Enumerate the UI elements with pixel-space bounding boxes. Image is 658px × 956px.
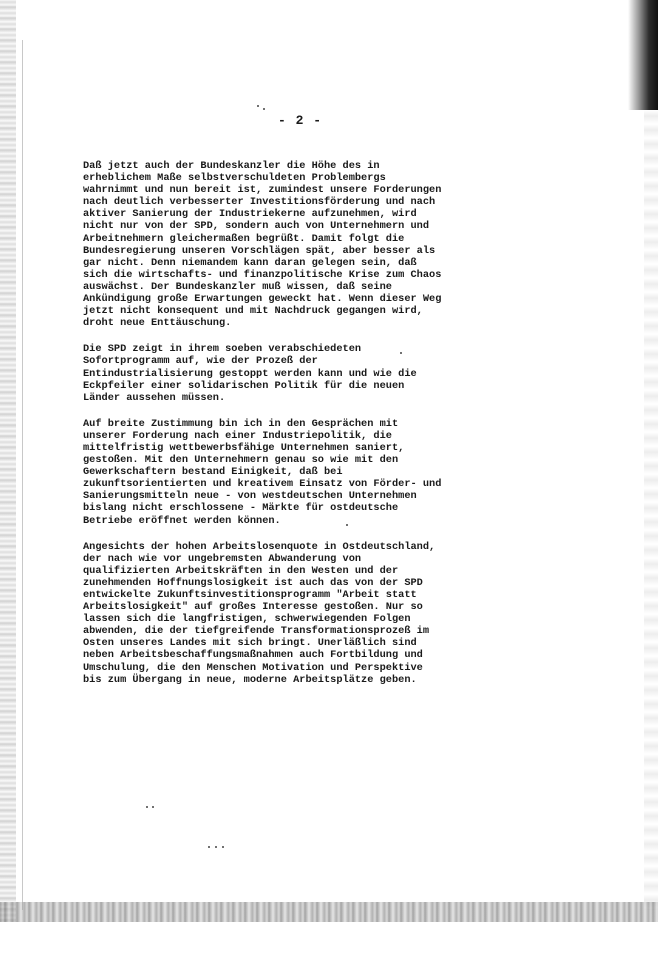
text-line: Osten unseres Landes mit sich bringt. Unerläßlich sind	[83, 637, 417, 650]
scan-edge-right	[644, 110, 658, 910]
text-line: gar nicht. Denn niemandem kann daran gelegen sein, daß	[83, 256, 417, 269]
text-line: gestoßen. Mit den Unternehmern genau so wie mit den	[83, 454, 399, 467]
scan-speck	[346, 524, 348, 526]
text-line: droht neue Enttäuschung.	[83, 317, 232, 330]
text-line: lassen sich die langfristigen, schwerwiegenden Folgen	[83, 613, 411, 626]
scan-corner-dark	[628, 0, 658, 110]
text-line: wahrnimmt und nun bereit ist, zumindest unsere Forderungen	[83, 184, 442, 197]
text-line: Gewerkschaftern bestand Einigkeit, daß bei	[83, 466, 343, 479]
text-line: Ankündigung große Erwartungen geweckt hat. Wenn dieser Weg	[83, 293, 442, 306]
scan-speck	[215, 846, 217, 848]
text-line: Angesichts der hohen Arbeitslosenquote in Ostdeutschland,	[83, 540, 436, 553]
text-line: Arbeitnehmern gleichermaßen begrüßt. Damit folgt die	[83, 232, 405, 245]
text-line: bislang nicht erschlossene - Märkte für ostdeutsche	[83, 502, 399, 515]
text-line: Betriebe eröffnet werden können.	[83, 514, 281, 527]
text-line: zunehmenden Hoffnungslosigkeit ist auch das von der SPD	[83, 576, 423, 589]
paragraph	[83, 343, 503, 403]
text-line: neben Arbeitsbeschaffungsmaßnahmen auch Fortbildung und	[83, 649, 423, 662]
page-margin-bottom	[0, 922, 658, 956]
text-line: Daß jetzt auch der Bundeskanzler die Höhe des in	[83, 160, 380, 172]
scan-edge-line	[22, 40, 23, 910]
text-line: bis zum Übergang in neue, moderne Arbeitsplätze geben.	[83, 673, 417, 686]
scan-speck	[263, 108, 265, 110]
text-line: auswächst. Der Bundeskanzler muß wissen, daß seine	[83, 280, 392, 293]
text-line: Bundesregierung unseren Vorschlägen spät, aber besser als	[83, 244, 436, 257]
text-line: Auf breite Zustimmung bin ich in den Gesprächen mit	[83, 417, 399, 430]
letter-body	[83, 160, 503, 700]
text-line: unserer Forderung nach einer Industriepolitik, die	[83, 429, 392, 442]
scan-speck	[222, 846, 224, 848]
scan-speck	[257, 105, 259, 107]
text-line: jetzt nicht konsequent und mit Nachdruck gegangen wird,	[83, 305, 423, 318]
text-line: entwickelte Zukunftsinvestitionsprogramm "Arbeit statt	[83, 589, 417, 601]
text-line: erheblichem Maße selbstverschuldeten Problembergs	[83, 172, 386, 185]
text-line: nach deutlich verbesserter Investitionsförderung und nach	[83, 196, 436, 209]
paragraph	[83, 541, 503, 686]
scan-edge-left	[0, 0, 16, 956]
text-line: mittelfristig wettbewerbsfähige Unternehmen saniert,	[83, 441, 405, 454]
text-line: Sofortprogramm auf, wie der Prozeß der	[83, 355, 318, 368]
text-line: Entindustrialisierung gestoppt werden kann und wie die	[83, 367, 417, 380]
text-line: zukunftsorientierten und kreativem Einsatz von Förder- und	[83, 478, 442, 491]
text-line: nicht nur von der SPD, sondern auch von Unternehmern und	[83, 220, 430, 233]
text-line: Eckpfeiler einer solidarischen Politik für die neuen	[83, 379, 405, 392]
text-line: abwenden, die der tiefgreifende Transformationsprozeß im	[83, 625, 430, 638]
scan-speck	[400, 352, 402, 354]
scan-speck	[146, 806, 148, 808]
text-line: der nach wie vor ungebremsten Abwanderung von	[83, 552, 362, 565]
paragraph	[83, 160, 503, 329]
scan-edge-bottom	[0, 902, 658, 922]
paragraph	[83, 418, 503, 527]
text-line: Arbeitslosigkeit" auf großes Interesse gestoßen. Nur so	[83, 601, 423, 614]
text-line: Länder aussehen müssen.	[83, 391, 226, 404]
scan-speck	[152, 806, 154, 808]
text-line: sich die wirtschafts- und finanzpolitische Krise zum Chaos	[83, 268, 442, 281]
text-line: Sanierungsmitteln neue - von westdeutschen Unternehmen	[83, 490, 417, 503]
text-line: qualifizierten Arbeitskräften in den Westen und der	[83, 564, 399, 577]
text-line: aktiver Sanierung der Industriekerne aufzunehmen, wird	[83, 208, 417, 221]
page-number: - 2 -	[277, 113, 322, 128]
scan-speck	[208, 846, 210, 848]
text-line: Umschulung, die den Menschen Motivation und Perspektive	[83, 661, 423, 674]
text-line: Die SPD zeigt in ihrem soeben verabschiedeten	[83, 343, 362, 356]
